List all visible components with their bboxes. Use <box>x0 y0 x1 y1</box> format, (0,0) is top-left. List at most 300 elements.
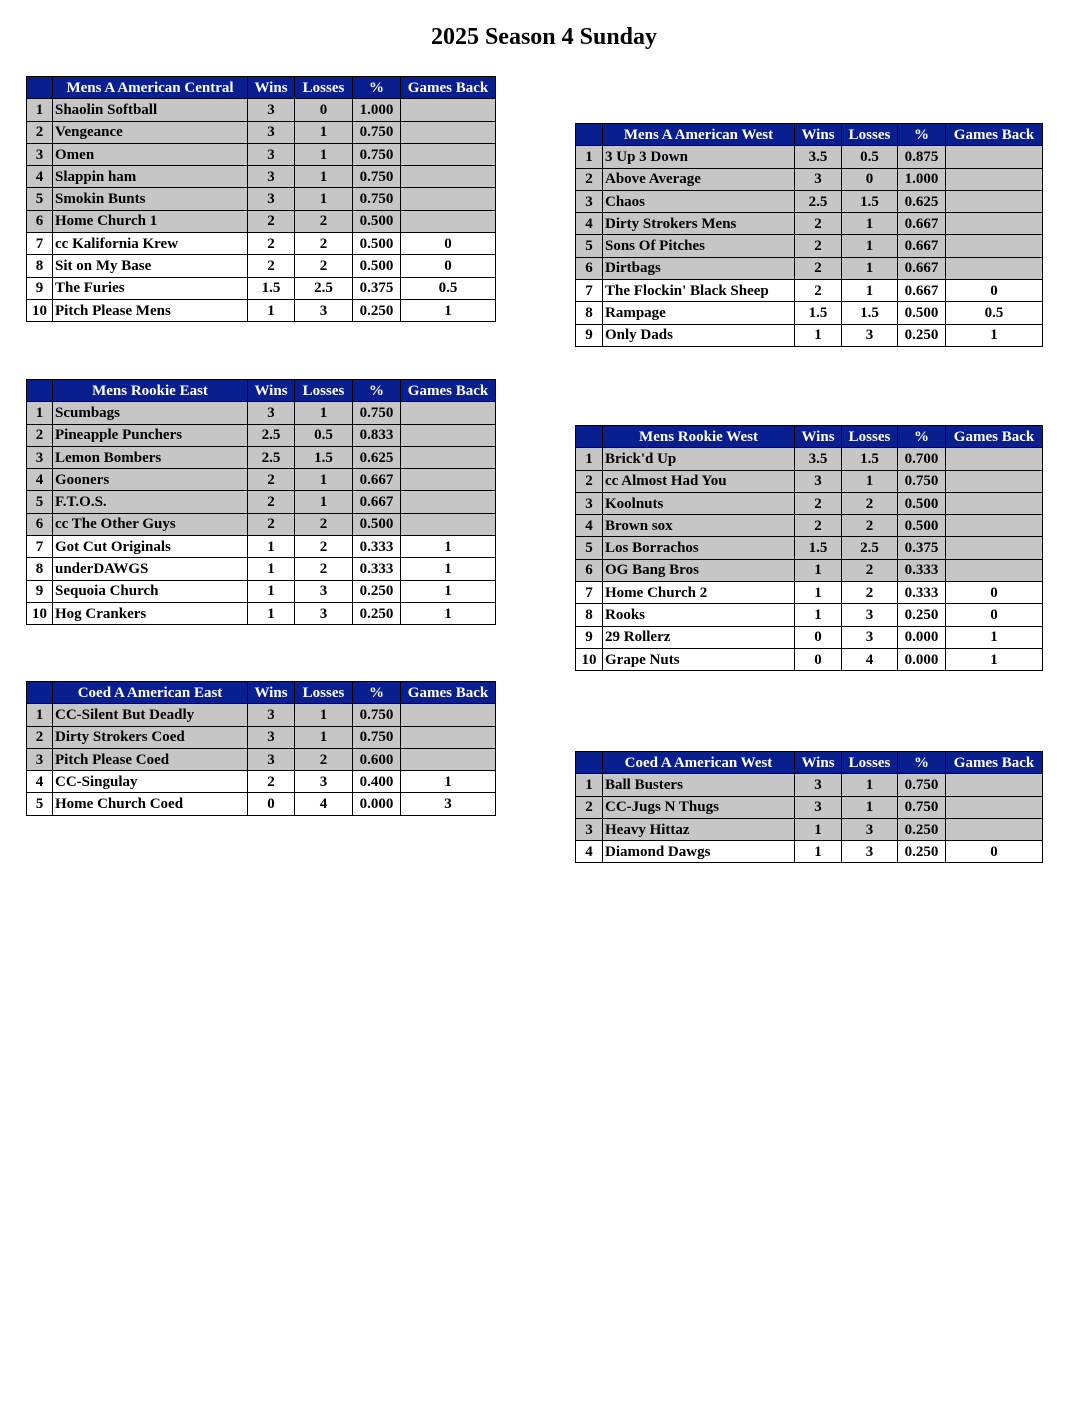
losses-cell: 1 <box>295 166 353 188</box>
table-row <box>27 233 496 255</box>
games-back-cell <box>946 559 1043 581</box>
games-back-cell <box>946 492 1043 514</box>
games-back-cell: 1 <box>946 324 1043 346</box>
wins-cell: 0 <box>795 626 842 648</box>
team-name-cell: F.T.O.S. <box>53 491 248 513</box>
wins-cell: 1 <box>248 580 295 602</box>
wins-cell: 2 <box>248 255 295 277</box>
losses-cell: 1 <box>295 188 353 210</box>
pct-cell: 0.600 <box>353 748 401 770</box>
table-row <box>27 771 496 793</box>
team-name-cell: Rampage <box>603 302 795 324</box>
pct-cell: 0.375 <box>898 537 946 559</box>
wins-cell: 3 <box>248 748 295 770</box>
team-name-cell: Omen <box>53 143 248 165</box>
team-name-cell: Home Church Coed <box>53 793 248 815</box>
rank-cell: 5 <box>27 491 53 513</box>
games-back-cell <box>401 143 496 165</box>
wins-cell: 3 <box>248 188 295 210</box>
standings-table-mens-rookie-west <box>575 425 1043 671</box>
table-row <box>27 513 496 535</box>
team-name-cell: Los Borrachos <box>603 537 795 559</box>
table-row <box>576 146 1043 168</box>
games-back-cell <box>401 210 496 232</box>
games-back-cell: 1 <box>401 580 496 602</box>
pct-cell: 0.500 <box>353 233 401 255</box>
rank-cell: 9 <box>576 324 603 346</box>
header-rank-cell <box>27 682 53 704</box>
table-row <box>27 446 496 468</box>
team-name-cell: Rooks <box>603 604 795 626</box>
pct-cell: 0.000 <box>898 626 946 648</box>
team-name-cell: Only Dads <box>603 324 795 346</box>
table-row <box>27 491 496 513</box>
wins-cell: 1 <box>248 558 295 580</box>
games-back-cell <box>946 448 1043 470</box>
wins-cell: 1 <box>795 559 842 581</box>
table-row <box>27 99 496 121</box>
losses-cell: 3 <box>295 771 353 793</box>
games-back-cell: 1 <box>401 536 496 558</box>
wins-cell: 2 <box>795 492 842 514</box>
table-row <box>576 626 1043 648</box>
games-back-cell <box>946 257 1043 279</box>
division-name: Coed A American West <box>603 752 795 774</box>
rank-cell: 5 <box>27 188 53 210</box>
losses-cell: 1 <box>842 257 898 279</box>
team-name-cell: Scumbags <box>53 402 248 424</box>
header-losses: Losses <box>842 426 898 448</box>
games-back-cell <box>946 537 1043 559</box>
wins-cell: 1 <box>248 536 295 558</box>
pct-cell: 0.400 <box>353 771 401 793</box>
pct-cell: 0.750 <box>898 796 946 818</box>
header-pct: % <box>898 426 946 448</box>
losses-cell: 3 <box>295 580 353 602</box>
losses-cell: 2 <box>842 582 898 604</box>
wins-cell: 2 <box>795 280 842 302</box>
games-back-cell: 1 <box>946 626 1043 648</box>
pct-cell: 0.250 <box>898 841 946 863</box>
games-back-cell <box>946 146 1043 168</box>
team-name-cell: Koolnuts <box>603 492 795 514</box>
wins-cell: 3 <box>248 143 295 165</box>
pct-cell: 0.333 <box>353 536 401 558</box>
team-name-cell: Brick'd Up <box>603 448 795 470</box>
losses-cell: 2 <box>295 210 353 232</box>
games-back-cell <box>401 491 496 513</box>
wins-cell: 1.5 <box>795 537 842 559</box>
rank-cell: 3 <box>576 492 603 514</box>
header-rank-cell <box>576 426 603 448</box>
wins-cell: 2.5 <box>795 190 842 212</box>
games-back-cell: 1 <box>401 602 496 624</box>
table-row <box>27 704 496 726</box>
team-name-cell: Diamond Dawgs <box>603 841 795 863</box>
standings-table-mens-a-american-central <box>26 76 496 322</box>
wins-cell: 1 <box>248 299 295 321</box>
games-back-cell: 3 <box>401 793 496 815</box>
team-name-cell: Sit on My Base <box>53 255 248 277</box>
header-pct: % <box>898 752 946 774</box>
table-row <box>27 602 496 624</box>
rank-cell: 3 <box>27 748 53 770</box>
division-name: Mens Rookie West <box>603 426 795 448</box>
standings-table-coed-a-american-east <box>26 681 496 816</box>
wins-cell: 1 <box>795 818 842 840</box>
losses-cell: 2 <box>295 255 353 277</box>
games-back-cell <box>946 213 1043 235</box>
team-name-cell: cc Kalifornia Krew <box>53 233 248 255</box>
losses-cell: 2 <box>295 233 353 255</box>
pct-cell: 0.875 <box>898 146 946 168</box>
team-name-cell: cc Almost Had You <box>603 470 795 492</box>
header-losses: Losses <box>295 380 353 402</box>
table-row <box>576 841 1043 863</box>
rank-cell: 6 <box>27 210 53 232</box>
rank-cell: 3 <box>27 143 53 165</box>
team-name-cell: underDAWGS <box>53 558 248 580</box>
team-name-cell: Dirty Strokers Mens <box>603 213 795 235</box>
team-name-cell: The Furies <box>53 277 248 299</box>
pct-cell: 1.000 <box>898 168 946 190</box>
rank-cell: 4 <box>27 166 53 188</box>
division-name: Coed A American East <box>53 682 248 704</box>
wins-cell: 3 <box>248 99 295 121</box>
rank-cell: 6 <box>27 513 53 535</box>
division-name: Mens Rookie East <box>53 380 248 402</box>
wins-cell: 3.5 <box>795 146 842 168</box>
losses-cell: 0 <box>295 99 353 121</box>
pct-cell: 0.500 <box>898 515 946 537</box>
rank-cell: 4 <box>576 213 603 235</box>
team-name-cell: Hog Crankers <box>53 602 248 624</box>
losses-cell: 2 <box>842 492 898 514</box>
standings-table-mens-a-american-west <box>575 123 1043 347</box>
games-back-cell <box>401 424 496 446</box>
losses-cell: 1 <box>295 402 353 424</box>
rank-cell: 2 <box>27 121 53 143</box>
games-back-cell <box>401 188 496 210</box>
table-row <box>27 580 496 602</box>
table-row <box>576 213 1043 235</box>
games-back-cell: 0 <box>401 255 496 277</box>
team-name-cell: CC-Singulay <box>53 771 248 793</box>
games-back-cell <box>946 818 1043 840</box>
games-back-cell: 1 <box>946 648 1043 670</box>
losses-cell: 1 <box>295 491 353 513</box>
games-back-cell <box>401 99 496 121</box>
pct-cell: 0.667 <box>898 235 946 257</box>
games-back-cell <box>401 402 496 424</box>
pct-cell: 0.500 <box>353 210 401 232</box>
wins-cell: 2 <box>248 771 295 793</box>
pct-cell: 0.667 <box>353 491 401 513</box>
pct-cell: 0.750 <box>898 470 946 492</box>
losses-cell: 2 <box>842 515 898 537</box>
table-row <box>27 558 496 580</box>
table-row <box>576 324 1043 346</box>
rank-cell: 8 <box>27 558 53 580</box>
team-name-cell: Grape Nuts <box>603 648 795 670</box>
wins-cell: 3 <box>248 121 295 143</box>
team-name-cell: Pineapple Punchers <box>53 424 248 446</box>
pct-cell: 0.750 <box>353 166 401 188</box>
losses-cell: 2 <box>295 513 353 535</box>
rank-cell: 4 <box>27 469 53 491</box>
rank-cell: 3 <box>576 190 603 212</box>
losses-cell: 2 <box>295 536 353 558</box>
games-back-cell: 0.5 <box>946 302 1043 324</box>
games-back-cell: 1 <box>401 299 496 321</box>
rank-cell: 8 <box>576 302 603 324</box>
games-back-cell <box>946 470 1043 492</box>
rank-cell: 1 <box>576 448 603 470</box>
pct-cell: 0.375 <box>353 277 401 299</box>
losses-cell: 1.5 <box>842 448 898 470</box>
table-row <box>27 255 496 277</box>
games-back-cell <box>946 796 1043 818</box>
team-name-cell: Ball Busters <box>603 774 795 796</box>
team-name-cell: Brown sox <box>603 515 795 537</box>
rank-cell: 4 <box>576 841 603 863</box>
header-games-back: Games Back <box>946 426 1043 448</box>
rank-cell: 6 <box>576 559 603 581</box>
pct-cell: 0.250 <box>353 299 401 321</box>
games-back-cell: 0 <box>946 604 1043 626</box>
header-games-back: Games Back <box>946 124 1043 146</box>
page-title: 2025 Season 4 Sunday <box>430 24 658 50</box>
rank-cell: 1 <box>27 402 53 424</box>
header-losses: Losses <box>295 682 353 704</box>
table-row <box>576 648 1043 670</box>
table-row <box>576 448 1043 470</box>
losses-cell: 1 <box>842 470 898 492</box>
pct-cell: 1.000 <box>353 99 401 121</box>
team-name-cell: OG Bang Bros <box>603 559 795 581</box>
header-rank-cell <box>576 124 603 146</box>
losses-cell: 1.5 <box>842 302 898 324</box>
team-name-cell: CC-Jugs N Thugs <box>603 796 795 818</box>
header-wins: Wins <box>795 426 842 448</box>
table-row <box>27 277 496 299</box>
games-back-cell <box>946 515 1043 537</box>
table-row <box>576 302 1043 324</box>
losses-cell: 0.5 <box>842 146 898 168</box>
rank-cell: 5 <box>576 235 603 257</box>
rank-cell: 8 <box>576 604 603 626</box>
wins-cell: 2 <box>248 233 295 255</box>
team-name-cell: Gooners <box>53 469 248 491</box>
rank-cell: 1 <box>27 704 53 726</box>
team-name-cell: Dirty Strokers Coed <box>53 726 248 748</box>
wins-cell: 2 <box>795 235 842 257</box>
wins-cell: 0 <box>248 793 295 815</box>
pct-cell: 0.250 <box>898 818 946 840</box>
team-name-cell: 3 Up 3 Down <box>603 146 795 168</box>
pct-cell: 0.667 <box>898 257 946 279</box>
losses-cell: 3 <box>842 841 898 863</box>
header-games-back: Games Back <box>946 752 1043 774</box>
rank-cell: 5 <box>576 537 603 559</box>
rank-cell: 9 <box>27 580 53 602</box>
games-back-cell <box>946 168 1043 190</box>
team-name-cell: Slappin ham <box>53 166 248 188</box>
header-wins: Wins <box>795 124 842 146</box>
table-row <box>27 143 496 165</box>
rank-cell: 2 <box>27 424 53 446</box>
standings-table-coed-a-american-west <box>575 751 1043 863</box>
rank-cell: 10 <box>27 602 53 624</box>
table-row <box>576 257 1043 279</box>
table-header-row <box>27 380 496 402</box>
rank-cell: 8 <box>27 255 53 277</box>
rank-cell: 3 <box>27 446 53 468</box>
losses-cell: 3 <box>842 818 898 840</box>
table-row <box>27 188 496 210</box>
rank-cell: 10 <box>576 648 603 670</box>
pct-cell: 0.250 <box>353 602 401 624</box>
pct-cell: 0.333 <box>353 558 401 580</box>
team-name-cell: Sequoia Church <box>53 580 248 602</box>
pct-cell: 0.700 <box>898 448 946 470</box>
games-back-cell: 0 <box>946 841 1043 863</box>
header-wins: Wins <box>795 752 842 774</box>
table-row <box>576 537 1043 559</box>
pct-cell: 0.667 <box>898 213 946 235</box>
games-back-cell <box>401 446 496 468</box>
wins-cell: 2 <box>795 515 842 537</box>
wins-cell: 3 <box>795 774 842 796</box>
team-name-cell: CC-Silent But Deadly <box>53 704 248 726</box>
header-wins: Wins <box>248 682 295 704</box>
table-row <box>27 793 496 815</box>
losses-cell: 3 <box>842 604 898 626</box>
games-back-cell <box>401 704 496 726</box>
table-row <box>576 168 1043 190</box>
table-row <box>576 190 1043 212</box>
header-losses: Losses <box>295 77 353 99</box>
wins-cell: 2.5 <box>248 446 295 468</box>
games-back-cell <box>401 469 496 491</box>
wins-cell: 3 <box>248 704 295 726</box>
team-name-cell: cc The Other Guys <box>53 513 248 535</box>
table-row <box>576 604 1043 626</box>
pct-cell: 0.667 <box>353 469 401 491</box>
table-row <box>576 515 1043 537</box>
games-back-cell: 0 <box>401 233 496 255</box>
losses-cell: 1 <box>295 143 353 165</box>
pct-cell: 0.625 <box>353 446 401 468</box>
losses-cell: 1 <box>842 774 898 796</box>
games-back-cell: 1 <box>401 558 496 580</box>
table-header-row <box>576 426 1043 448</box>
header-rank-cell <box>27 77 53 99</box>
pct-cell: 0.333 <box>898 559 946 581</box>
pct-cell: 0.500 <box>353 513 401 535</box>
losses-cell: 1 <box>295 726 353 748</box>
wins-cell: 2 <box>248 513 295 535</box>
header-pct: % <box>353 682 401 704</box>
header-games-back: Games Back <box>401 380 496 402</box>
losses-cell: 1.5 <box>295 446 353 468</box>
losses-cell: 1 <box>842 796 898 818</box>
team-name-cell: Dirtbags <box>603 257 795 279</box>
pct-cell: 0.667 <box>898 280 946 302</box>
wins-cell: 3 <box>248 402 295 424</box>
table-row <box>27 166 496 188</box>
rank-cell: 1 <box>576 146 603 168</box>
pct-cell: 0.333 <box>898 582 946 604</box>
wins-cell: 3 <box>795 470 842 492</box>
games-back-cell: 0 <box>946 582 1043 604</box>
rank-cell: 5 <box>27 793 53 815</box>
table-row <box>576 582 1043 604</box>
losses-cell: 4 <box>295 793 353 815</box>
rank-cell: 2 <box>576 168 603 190</box>
wins-cell: 2 <box>248 469 295 491</box>
games-back-cell: 1 <box>401 771 496 793</box>
team-name-cell: Heavy Hittaz <box>603 818 795 840</box>
table-row <box>576 796 1043 818</box>
header-pct: % <box>353 77 401 99</box>
games-back-cell <box>946 774 1043 796</box>
rank-cell: 6 <box>576 257 603 279</box>
rank-cell: 9 <box>27 277 53 299</box>
header-losses: Losses <box>842 752 898 774</box>
games-back-cell <box>401 121 496 143</box>
losses-cell: 1 <box>842 280 898 302</box>
team-name-cell: 29 Rollerz <box>603 626 795 648</box>
pct-cell: 0.750 <box>353 402 401 424</box>
team-name-cell: Home Church 1 <box>53 210 248 232</box>
wins-cell: 1 <box>795 841 842 863</box>
wins-cell: 2 <box>248 210 295 232</box>
losses-cell: 2 <box>295 558 353 580</box>
wins-cell: 1 <box>795 582 842 604</box>
games-back-cell <box>401 166 496 188</box>
table-header-row <box>576 752 1043 774</box>
games-back-cell <box>401 513 496 535</box>
standings-table-mens-rookie-east <box>26 379 496 625</box>
table-row <box>27 748 496 770</box>
rank-cell: 7 <box>576 280 603 302</box>
team-name-cell: Above Average <box>603 168 795 190</box>
games-back-cell: 0 <box>946 280 1043 302</box>
losses-cell: 0 <box>842 168 898 190</box>
table-row <box>576 559 1043 581</box>
wins-cell: 3 <box>248 166 295 188</box>
pct-cell: 0.500 <box>898 492 946 514</box>
team-name-cell: Shaolin Softball <box>53 99 248 121</box>
pct-cell: 0.500 <box>898 302 946 324</box>
losses-cell: 1 <box>295 704 353 726</box>
losses-cell: 2.5 <box>842 537 898 559</box>
rank-cell: 1 <box>27 99 53 121</box>
header-games-back: Games Back <box>401 682 496 704</box>
table-row <box>27 210 496 232</box>
wins-cell: 1 <box>795 604 842 626</box>
table-row <box>27 299 496 321</box>
pct-cell: 0.000 <box>898 648 946 670</box>
rank-cell: 3 <box>576 818 603 840</box>
games-back-cell <box>401 726 496 748</box>
rank-cell: 7 <box>27 536 53 558</box>
table-header-row <box>576 124 1043 146</box>
losses-cell: 3 <box>842 626 898 648</box>
team-name-cell: Chaos <box>603 190 795 212</box>
pct-cell: 0.750 <box>353 143 401 165</box>
